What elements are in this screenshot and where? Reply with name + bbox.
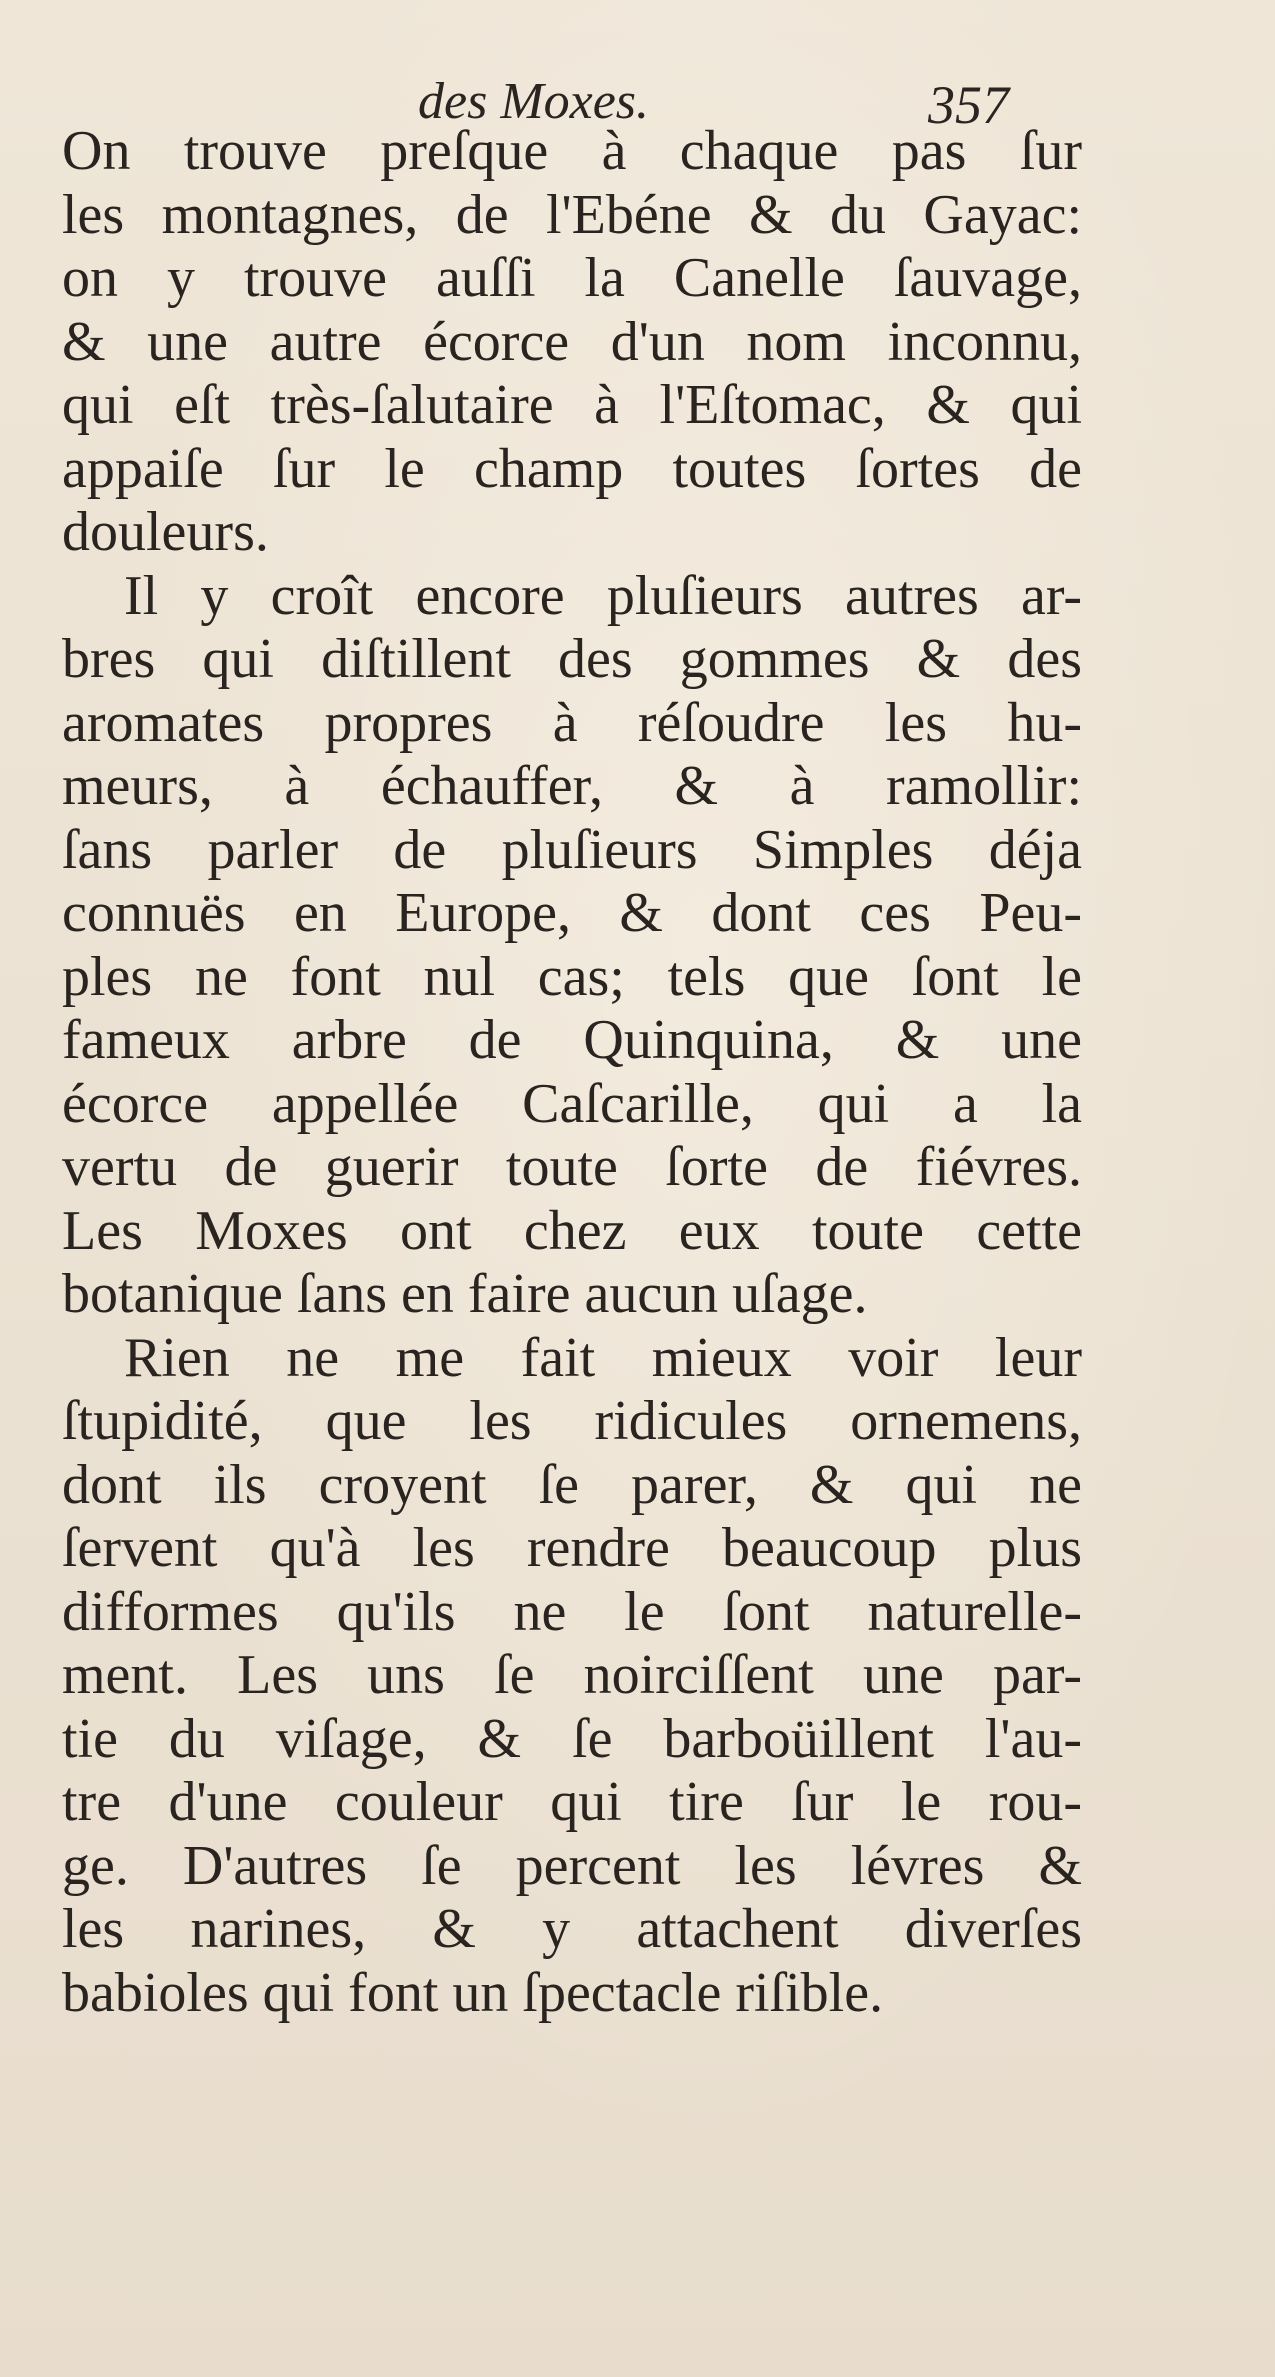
text-line: ment. Les uns ſe noirciſſent une par- xyxy=(62,1644,1082,1706)
text-line: écorce appellée Caſcarille, qui a la xyxy=(62,1072,1082,1135)
text-line: meurs, à échauffer, & à ramollir: xyxy=(62,755,1082,817)
text-line: appaiſe ſur le champ toutes ſortes de xyxy=(62,437,1082,500)
text-line: tre d'une couleur qui tire ſur le rou- xyxy=(62,1771,1082,1833)
text-line: ſtupidité, que les ridicules ornemens, xyxy=(62,1390,1082,1452)
text-line: fameux arbre de Quinquina, & une xyxy=(62,1009,1082,1071)
text-line: On trouve preſque à chaque pas ſur xyxy=(62,120,1082,182)
text-line: ples ne font nul cas; tels que ſont le xyxy=(62,945,1082,1008)
text-line: babioles qui font un ſpectacle riſible. xyxy=(62,1961,884,2024)
text-line: les montagnes, de l'Ebéne & du Gayac: xyxy=(62,183,1082,246)
text-line: dont ils croyent ſe parer, & qui ne xyxy=(62,1453,1082,1516)
text-line: bres qui diſtillent des gommes & des xyxy=(62,628,1082,690)
text-line: ſervent qu'à les rendre beaucoup plus xyxy=(62,1517,1082,1579)
text-line: tie du viſage, & ſe barboüillent l'au- xyxy=(62,1707,1082,1770)
text-line: connuës en Europe, & dont ces Peu- xyxy=(62,882,1082,944)
page-number: 357 xyxy=(928,75,1009,135)
text-line: Les Moxes ont chez eux toute cette xyxy=(62,1199,1082,1262)
text-line: douleurs. xyxy=(62,501,269,563)
text-line: ge. D'autres ſe percent les lévres & xyxy=(62,1834,1082,1897)
text-line: ſans parler de pluſieurs Simples déja xyxy=(62,818,1082,881)
text-line: difformes qu'ils ne le ſont naturelle- xyxy=(62,1580,1082,1643)
body-text xyxy=(62,120,1082,2025)
text-line: qui eſt très-ſalutaire à l'Eſtomac, & qui xyxy=(62,374,1082,436)
text-line: Rien ne me fait mieux voir leur xyxy=(124,1326,1082,1389)
text-line: Il y croît encore pluſieurs autres ar- xyxy=(124,564,1082,627)
text-line: & une autre écorce d'un nom inconnu, xyxy=(62,310,1082,373)
text-line: aromates propres à réſoudre les hu- xyxy=(62,691,1082,754)
running-title: des Moxes. xyxy=(418,73,650,130)
text-line: les narines, & y attachent diverſes xyxy=(62,1898,1082,1960)
text-line: on y trouve auſſi la Canelle ſauvage, xyxy=(62,247,1082,309)
text-line: botanique ſans en faire aucun uſage. xyxy=(62,1263,868,1325)
text-line: vertu de guerir toute ſorte de fiévres. xyxy=(62,1136,1082,1198)
